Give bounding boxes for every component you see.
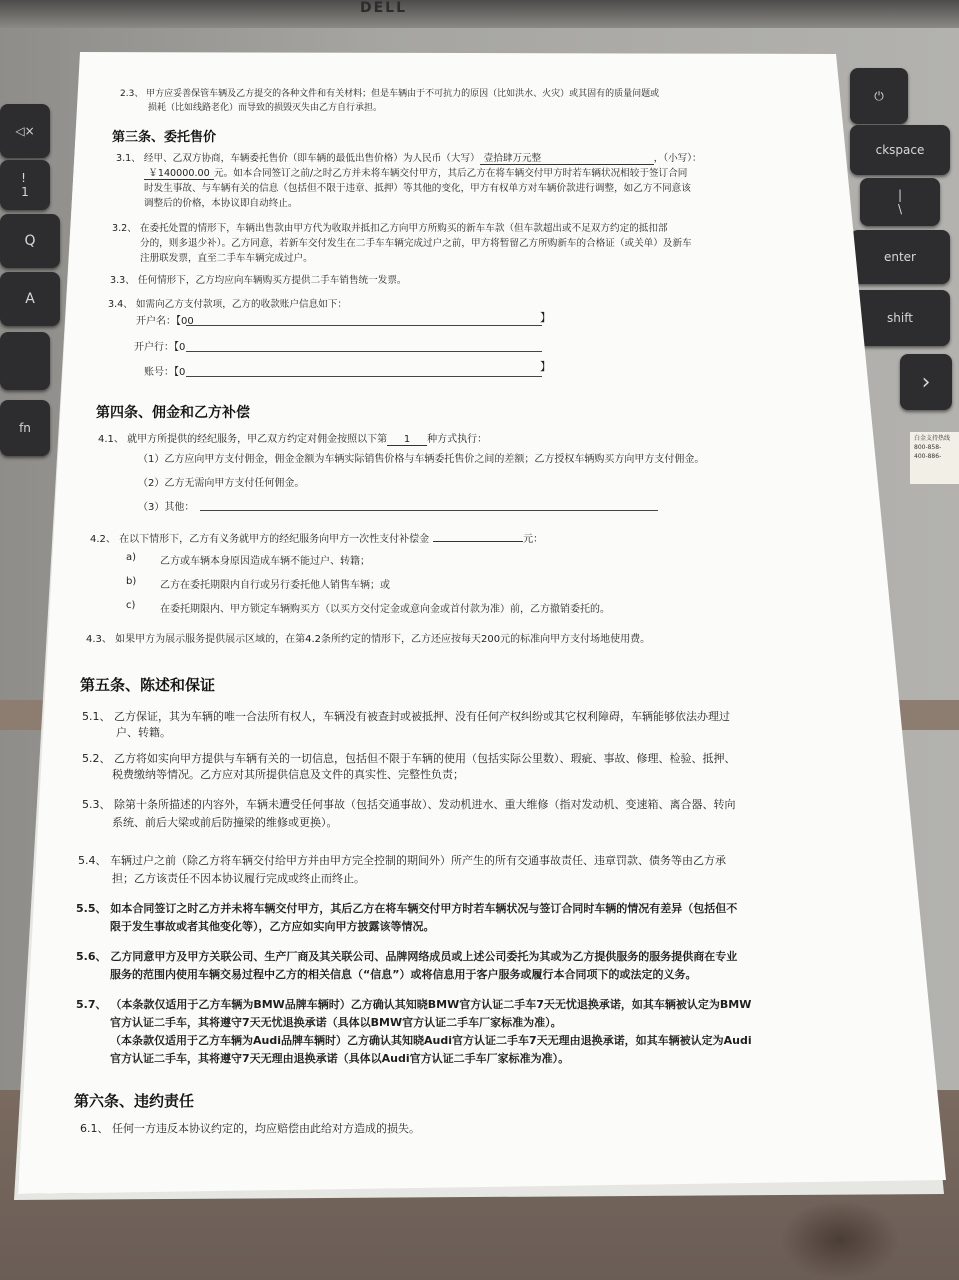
sticker-line: 800-858-: [914, 444, 942, 451]
clause-4-2-b-marker: b): [126, 576, 137, 587]
backspace-key: ckspace: [850, 125, 950, 175]
option-3-underline: [200, 510, 658, 511]
clause-4-3: 4.3、 如果甲方为展示服务提供展示区域的，在第4.2条所约定的情形下，乙方还应按每天200元的标准向甲方支付场地使用费。: [86, 634, 651, 645]
clause-3-3: 3.3、 任何情形下，乙方均应向车辆购买方提供二手车销售统一发票。: [110, 275, 407, 286]
clause-4-1-option-1: （1）乙方应向甲方支付佣金，佣金金额为车辆实际销售价格与车辆委托售价之间的差额；乙方授权车辆购买方向甲方支付佣金。: [138, 454, 705, 465]
clause-3-1-line-1: [116, 150, 702, 165]
account-name-underline: [186, 325, 542, 326]
clause-3-2-line-2: 分的，则多退少补）。乙方同意，若新车交付发生在二手车车辆完成过户之前，甲方将暂留乙方所购新车的合格证（或关单）及新车: [140, 238, 692, 249]
laptop-screen-edge: [0, 0, 959, 28]
compensation-amount-field: [433, 541, 523, 542]
clause-4-1-option-3: （3）其他：: [138, 502, 195, 513]
clause-4-2-c-marker: c): [126, 600, 136, 611]
clause-5-7-line-3: （本条款仅适用于乙方车辆为Audi品牌车辆时）乙方确认其知晓Audi官方认证二手车7天无理由退换承诺，如其车辆被认定为Audi: [110, 1034, 752, 1047]
fn-key: fn: [0, 400, 50, 456]
clause-4-2-text: 4.2、 在以下情形下，乙方有义务就甲方的经纪服务向甲方一次性支付补偿金: [90, 534, 430, 545]
mute-key: ◁×: [0, 104, 50, 158]
clause-4-2-a-marker: a): [126, 552, 137, 563]
enter-key: enter: [850, 230, 950, 284]
clause-5-4-line-1: 5.4、 车辆过户之前（除乙方将车辆交付给甲方并由甲方完全控制的期间外）所产生的所有交通事故责任、违章罚款、债务等由乙方承: [78, 854, 726, 867]
clause-4-1-text: 4.1、 就甲方所提供的经纪服务，甲乙双方约定对佣金按照以下第: [98, 434, 388, 445]
price-number-field: ￥140000.00: [144, 165, 214, 180]
clause-5-1-line-1: 5.1、 乙方保证，其为车辆的唯一合法所有权人，车辆没有被查封或被抵押、没有任何产权纠纷或其它权利障碍，车辆能够依法办理过: [82, 710, 730, 723]
clause-3-1-line-2: [144, 165, 687, 180]
clause-5-2-line-2: 税费缴纳等情况。乙方应对其所提供信息及文件的真实性、完整性负责；: [112, 768, 464, 781]
clause-5-1-line-2: 户、转籍。: [116, 726, 171, 739]
clause-3-2-line-1: 3.2、 在委托处置的情形下，车辆出售款由甲方代为收取并抵扣乙方向甲方所购买的新车车款（但车款超出或不足双方约定的抵扣部: [112, 223, 668, 234]
account-name-label: 开户名：【: [136, 316, 181, 327]
section-5-title: 第五条、陈述和保证: [80, 676, 216, 694]
price-words-field: 壹拾肆万元整: [480, 150, 654, 165]
account-number-value: 0: [179, 367, 186, 378]
clause-5-3-line-2: 系统、前后大梁或前后防撞梁的维修或更换）。: [112, 816, 338, 829]
account-name-close: 】: [540, 311, 551, 324]
clause-4-2-a: 乙方或车辆本身原因造成车辆不能过户、转籍；: [160, 556, 370, 567]
one-key: ! 1: [0, 160, 50, 210]
clause-4-1-text: 种方式执行：: [427, 434, 488, 445]
right-arrow-key: ›: [900, 354, 952, 410]
clause-5-5-line-2: 限于发生事故或者其他变化等），乙方应如实向甲方披露该等情况。: [110, 920, 435, 933]
z-row-key: [0, 332, 50, 390]
q-key: Q: [0, 214, 60, 268]
clause-3-2-line-3: 注册联发票，直至二手车车辆完成过户。: [140, 253, 313, 264]
clause-4-2-c: 在委托期限内、甲方锁定车辆购买方（以买方交付定金或意向金或首付款为准）前，乙方撤销委托的。: [160, 604, 610, 615]
clause-2-3-line-1: 2.3、 甲方应妥善保管车辆及乙方提交的各种文件和有关材料；但是车辆由于不可抗力的原因（比如洪水、火灾）或其固有的质量问题或: [120, 89, 660, 99]
account-bank-row: [134, 338, 185, 353]
account-number-underline: [186, 376, 542, 377]
power-key: ⏻: [850, 68, 908, 124]
section-6-title: 第六条、违约责任: [74, 1092, 195, 1110]
clause-5-6-line-1: 5.6、 乙方同意甲方及甲方关联公司、生产厂商及其关联公司、品牌网络成员或上述公司委托为其或为乙方提供服务的服务提供商在专业: [76, 950, 738, 963]
clause-4-2-text: 元：: [523, 534, 544, 545]
clause-6-1: 6.1、 任何一方违反本协议约定的，均应赔偿由此给对方造成的损失。: [80, 1122, 420, 1135]
account-bank-underline: [186, 351, 542, 352]
section-3-title: 第三条、委托售价: [112, 130, 217, 145]
shift-key: shift: [850, 290, 950, 346]
clause-5-3-line-1: 5.3、 除第十条所描述的内容外，车辆未遭受任何事故（包括交通事故）、发动机进水、重大维修（指对发动机、变速箱、离合器、转向: [82, 798, 736, 811]
clause-5-7-line-4: 官方认证二手车，其将遵守7天无理由退换承诺（具体以Audi官方认证二手车厂家标准为准）。: [110, 1052, 570, 1065]
account-bank-value: 0: [179, 342, 186, 353]
clause-4-2-b: 乙方在委托期限内自行或另行委托他人销售车辆；或: [160, 580, 390, 591]
account-number-row: [144, 363, 185, 378]
clause-4-2: [90, 530, 543, 545]
account-bank-label: 开户行：【: [134, 342, 179, 353]
hand-shadow: [780, 1200, 900, 1280]
clause-5-2-line-1: 5.2、 乙方将如实向甲方提供与车辆有关的一切信息，包括但不限于车辆的使用（包括实际公里数）、瑕疵、事故、修理、检验、抵押、: [82, 752, 736, 765]
clause-3-1-line-3: 时发生事故、与车辆有关的信息（包括但不限于违章、抵押）等其他的变化，甲方有权单方对车辆价款进行调整，如乙方不同意该: [144, 183, 691, 194]
support-sticker: [910, 432, 959, 484]
clause-5-6-line-2: 服务的范围内使用车辆交易过程中乙方的相关信息（“信息”）或将信息用于客户服务或履行本合同项下的或法定的义务。: [110, 968, 697, 981]
clause-3-1-text: ，（小写）：: [653, 153, 702, 164]
clause-3-1-text: 元。如本合同签订之前/之时乙方并未将车辆交付甲方，其后乙方在将车辆交付甲方时若车辆状况相较于签订合同: [214, 168, 688, 179]
laptop-brand-logo: DELL: [360, 0, 408, 16]
section-4-title: 第四条、佣金和乙方补偿: [96, 405, 250, 421]
clause-5-5-line-1: 5.5、 如本合同签订之时乙方并未将车辆交付甲方，其后乙方在将车辆交付甲方时若车辆状况与签订合同时车辆的情况有差异（包括但不: [76, 902, 738, 915]
clause-4-1-option-2: （2）乙方无需向甲方支付任何佣金。: [138, 478, 305, 489]
clause-5-7-line-2: 官方认证二手车，其将遵守7天无忧退换承诺（具体以BMW官方认证二手车厂家标准为准）。: [110, 1016, 562, 1029]
commission-option-field: 1: [387, 434, 427, 446]
account-name-value: 00: [181, 316, 194, 327]
account-number-close: 】: [540, 360, 551, 373]
clause-4-1: [98, 430, 487, 446]
account-number-label: 账号：【: [144, 367, 179, 378]
clause-5-4-line-2: 担；乙方该责任不因本协议履行完成或终止而终止。: [112, 872, 365, 885]
backslash-key: | \: [860, 178, 940, 226]
clause-2-3-line-2: 损耗（比如线路老化）而导致的损毁灭失由乙方自行承担。: [148, 103, 383, 113]
sticker-line: 400-886-: [914, 453, 942, 460]
clause-3-4: 3.4、 如需向乙方支付款项，乙方的收款账户信息如下：: [108, 299, 347, 310]
clause-5-7-line-1: 5.7、 （本条款仅适用于乙方车辆为BMW品牌车辆时）乙方确认其知晓BMW官方认证二手车7天无忧退换承诺，如其车辆被认定为BMW: [76, 998, 752, 1011]
clause-3-1-text: 3.1、 经甲、乙双方协商，车辆委托售价（即车辆的最低出售价格）为人民币（大写）: [116, 153, 480, 164]
sticker-line: 白金支持热线: [914, 435, 951, 442]
clause-3-1-line-4: 调整后的价格，本协议即自动终止。: [144, 198, 298, 209]
a-key: A: [0, 272, 60, 326]
